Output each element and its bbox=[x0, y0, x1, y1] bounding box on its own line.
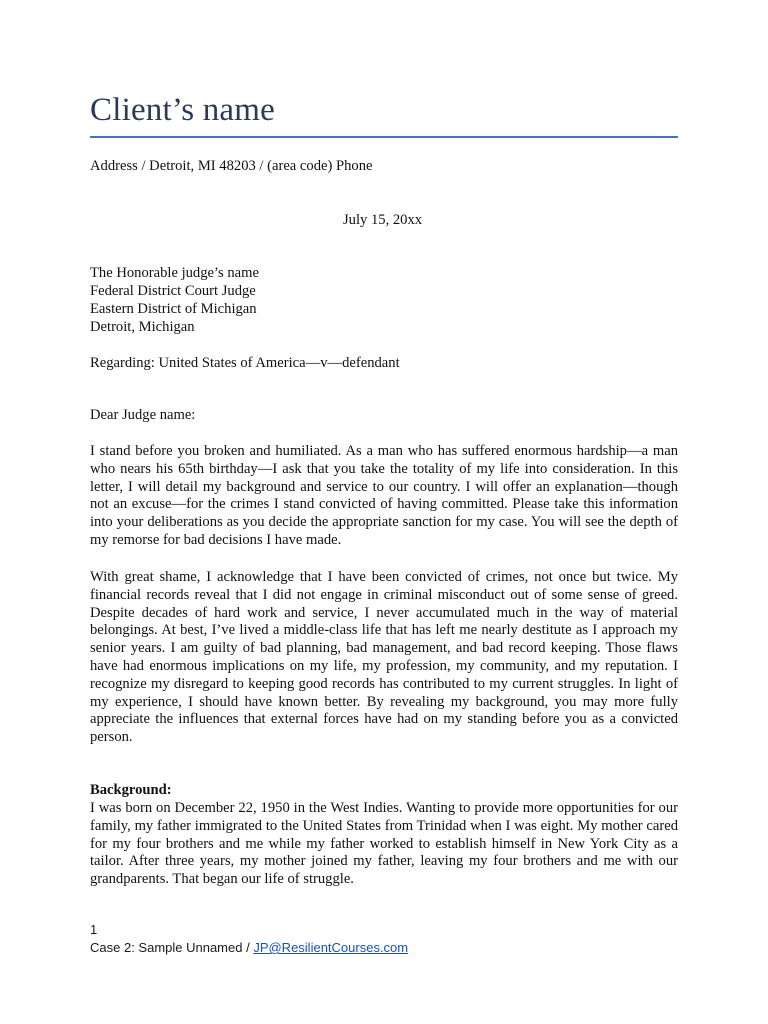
header-divider bbox=[90, 136, 678, 138]
email-link[interactable]: JP@ResilientCourses.com bbox=[253, 940, 409, 955]
recipient-city: Detroit, Michigan bbox=[90, 319, 195, 335]
recipient-district: Eastern District of Michigan bbox=[90, 301, 257, 317]
background-paragraph: I was born on December 22, 1950 in the West Indies. Wanting to provide more opportunities for our family, my father immigrated to the United States from Trinidad when I was eight. My mother cared for my four brothers and me while my father worked to establish himself in New York City as a tailor. After three years, my mother joined my father, leaving my four brothers and me with our grandparents. That began our life of struggle. bbox=[90, 800, 678, 888]
background-heading: Background: bbox=[90, 782, 172, 798]
recipient-title: Federal District Court Judge bbox=[90, 283, 256, 299]
case-label: Case 2: Sample Unnamed / bbox=[90, 940, 254, 955]
body-paragraph: I stand before you broken and humiliated. As a man who has suffered enormous hardship—a man who nears his 65th birthday—I ask that you take the totality of my life into consideration. In this letter, I will detail my background and service to our country. I will offer an explanation—though not an excuse—for the crimes I stand convicted of having committed. Please take this information into your deliberations as you decide the appropriate sanction for my case. You will see the depth of my remorse for bad decisions I have made. bbox=[90, 443, 678, 548]
page-number: 1 bbox=[90, 922, 98, 937]
footer-line bbox=[90, 940, 408, 955]
body-paragraph: With great shame, I acknowledge that I have been convicted of crimes, not once but twice. My financial records reveal that I did not engage in criminal misconduct out of some sense of greed. Despite decades of hard work and service, I never accumulated much in the way of material belongings. At best, I’ve lived a middle-class life that has left me nearly destitute as I approach my senior years. I am guilty of bad planning, bad management, and bad record keeping. Those flaws have had enormous implications on my life, my profession, my community, and my reputation. I recognize my disregard to keeping good records has contributed to my current struggles. In light of my experience, I should have known better. By revealing my background, you may more fully appreciate the influences that external forces have had on my standing before you as a convicted person. bbox=[90, 569, 678, 746]
salutation: Dear Judge name: bbox=[90, 407, 196, 423]
letter-date: July 15, 20xx bbox=[343, 212, 423, 228]
regarding-line: Regarding: United States of America—v—defendant bbox=[90, 355, 400, 371]
address-line: Address / Detroit, MI 48203 / (area code) Phone bbox=[90, 158, 373, 174]
client-name-heading: Client’s name bbox=[90, 92, 275, 128]
recipient-name: The Honorable judge’s name bbox=[90, 265, 259, 281]
